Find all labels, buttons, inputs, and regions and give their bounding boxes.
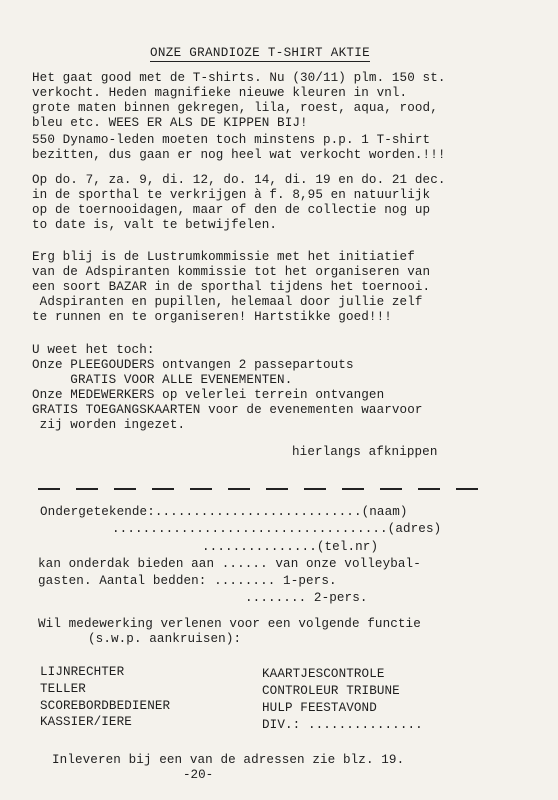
paragraph4-line: Onze MEDEWERKERS op velerlei terrein ontvangen [32,388,385,402]
paragraph4-line: GRATIS VOOR ALLE EVENEMENTEN. [32,373,293,387]
paragraph4-line: zij worden ingezet. [32,418,186,432]
page-number: -20- [183,768,214,782]
cut-dash [76,488,98,490]
cut-dash [114,488,136,490]
form-beds-line[interactable]: gasten. Aantal bedden: ........ 1-pers. [38,574,337,588]
cut-dash [190,488,212,490]
paragraph4-line: Onze PLEEGOUDERS ontvangen 2 passepartouts [32,358,354,372]
paragraph1-line: bleu etc. WEES ER ALS DE KIPPEN BIJ! [32,116,308,130]
cut-dash [266,488,288,490]
paragraph3-line: Adspiranten en pupillen, helemaal door jullie zelf [32,295,423,309]
function-option-right[interactable]: CONTROLEUR TRIBUNE [262,684,400,698]
cut-dash [152,488,174,490]
paragraph3-line: te runnen en te organiseren! Hartstikke goed!!! [32,310,392,324]
form-phone-line[interactable]: ...............(tel.nr) [202,540,379,554]
paragraph1-line: Het gaat good met de T-shirts. Nu (30/11) plm. 150 st. [32,71,446,85]
form-name-line[interactable]: Ondergetekende:...........................(naam) [40,505,408,519]
cut-instruction: hierlangs afknippen [292,445,438,459]
paragraph3-line: een soort BAZAR in de sporthal tijdens het toernooi. [32,280,431,294]
form-address-line[interactable]: ....................................(adres) [112,522,442,536]
cut-dash [304,488,326,490]
paragraph1-line: 550 Dynamo-leden moeten toch minstens p.p. 1 T-shirt [32,133,431,147]
function-option-left[interactable]: SCOREBORDBEDIENER [40,699,171,713]
function-option-right[interactable]: HULP FEESTAVOND [262,701,377,715]
cut-dash [380,488,402,490]
cut-dash [38,488,60,490]
cut-line [38,488,498,492]
paragraph3-line: van de Adspiranten kommissie tot het organiseren van [32,265,431,279]
footer-instruction: Inleveren bij een van de adressen zie blz. 19. [52,753,405,767]
paragraph4-line: U weet het toch: [32,343,155,357]
cut-dash [456,488,478,490]
function-option-right[interactable]: DIV.: ............... [262,718,423,732]
function-option-left[interactable]: KASSIER/IERE [40,715,132,729]
cut-dash [228,488,250,490]
form-help-instruction: (s.w.p. aankruisen): [88,632,242,646]
paragraph3-line: Erg blij is de Lustrumkommissie met het initiatief [32,250,415,264]
paragraph2-line: in de sporthal te verkrijgen à f. 8,95 en natuurlijk [32,188,431,202]
form-help-line: Wil medewerking verlenen voor een volgende functie [38,617,421,631]
paragraph4-line: GRATIS TOEGANGSKAARTEN voor de evenementen waarvoor [32,403,423,417]
paragraph1-line: grote maten binnen gekregen, lila, roest, aqua, rood, [32,101,438,115]
paragraph2-line: op de toernooidagen, maar of den de collectie nog up [32,203,431,217]
paragraph1-line: bezitten, dus gaan er nog heel wat verkocht worden.!!! [32,148,446,162]
cut-dash [418,488,440,490]
function-option-right[interactable]: KAARTJESCONTROLE [262,667,385,681]
function-option-left[interactable]: LIJNRECHTER [40,665,125,679]
cut-dash [342,488,364,490]
paragraph2-line: Op do. 7, za. 9, di. 12, do. 14, di. 19 en do. 21 dec. [32,173,446,187]
page-title: ONZE GRANDIOZE T-SHIRT AKTIE [150,46,371,60]
function-option-left[interactable]: TELLER [40,682,86,696]
form-beds-2pers-line[interactable]: ........ 2-pers. [245,591,368,605]
paragraph1-line: verkocht. Heden magnifieke nieuwe kleuren in vnl. [32,86,408,100]
paragraph2-line: to date is, valt te betwijfelen. [32,218,278,232]
form-offer-line: kan onderdak bieden aan ...... van onze volleybal- [38,557,421,571]
